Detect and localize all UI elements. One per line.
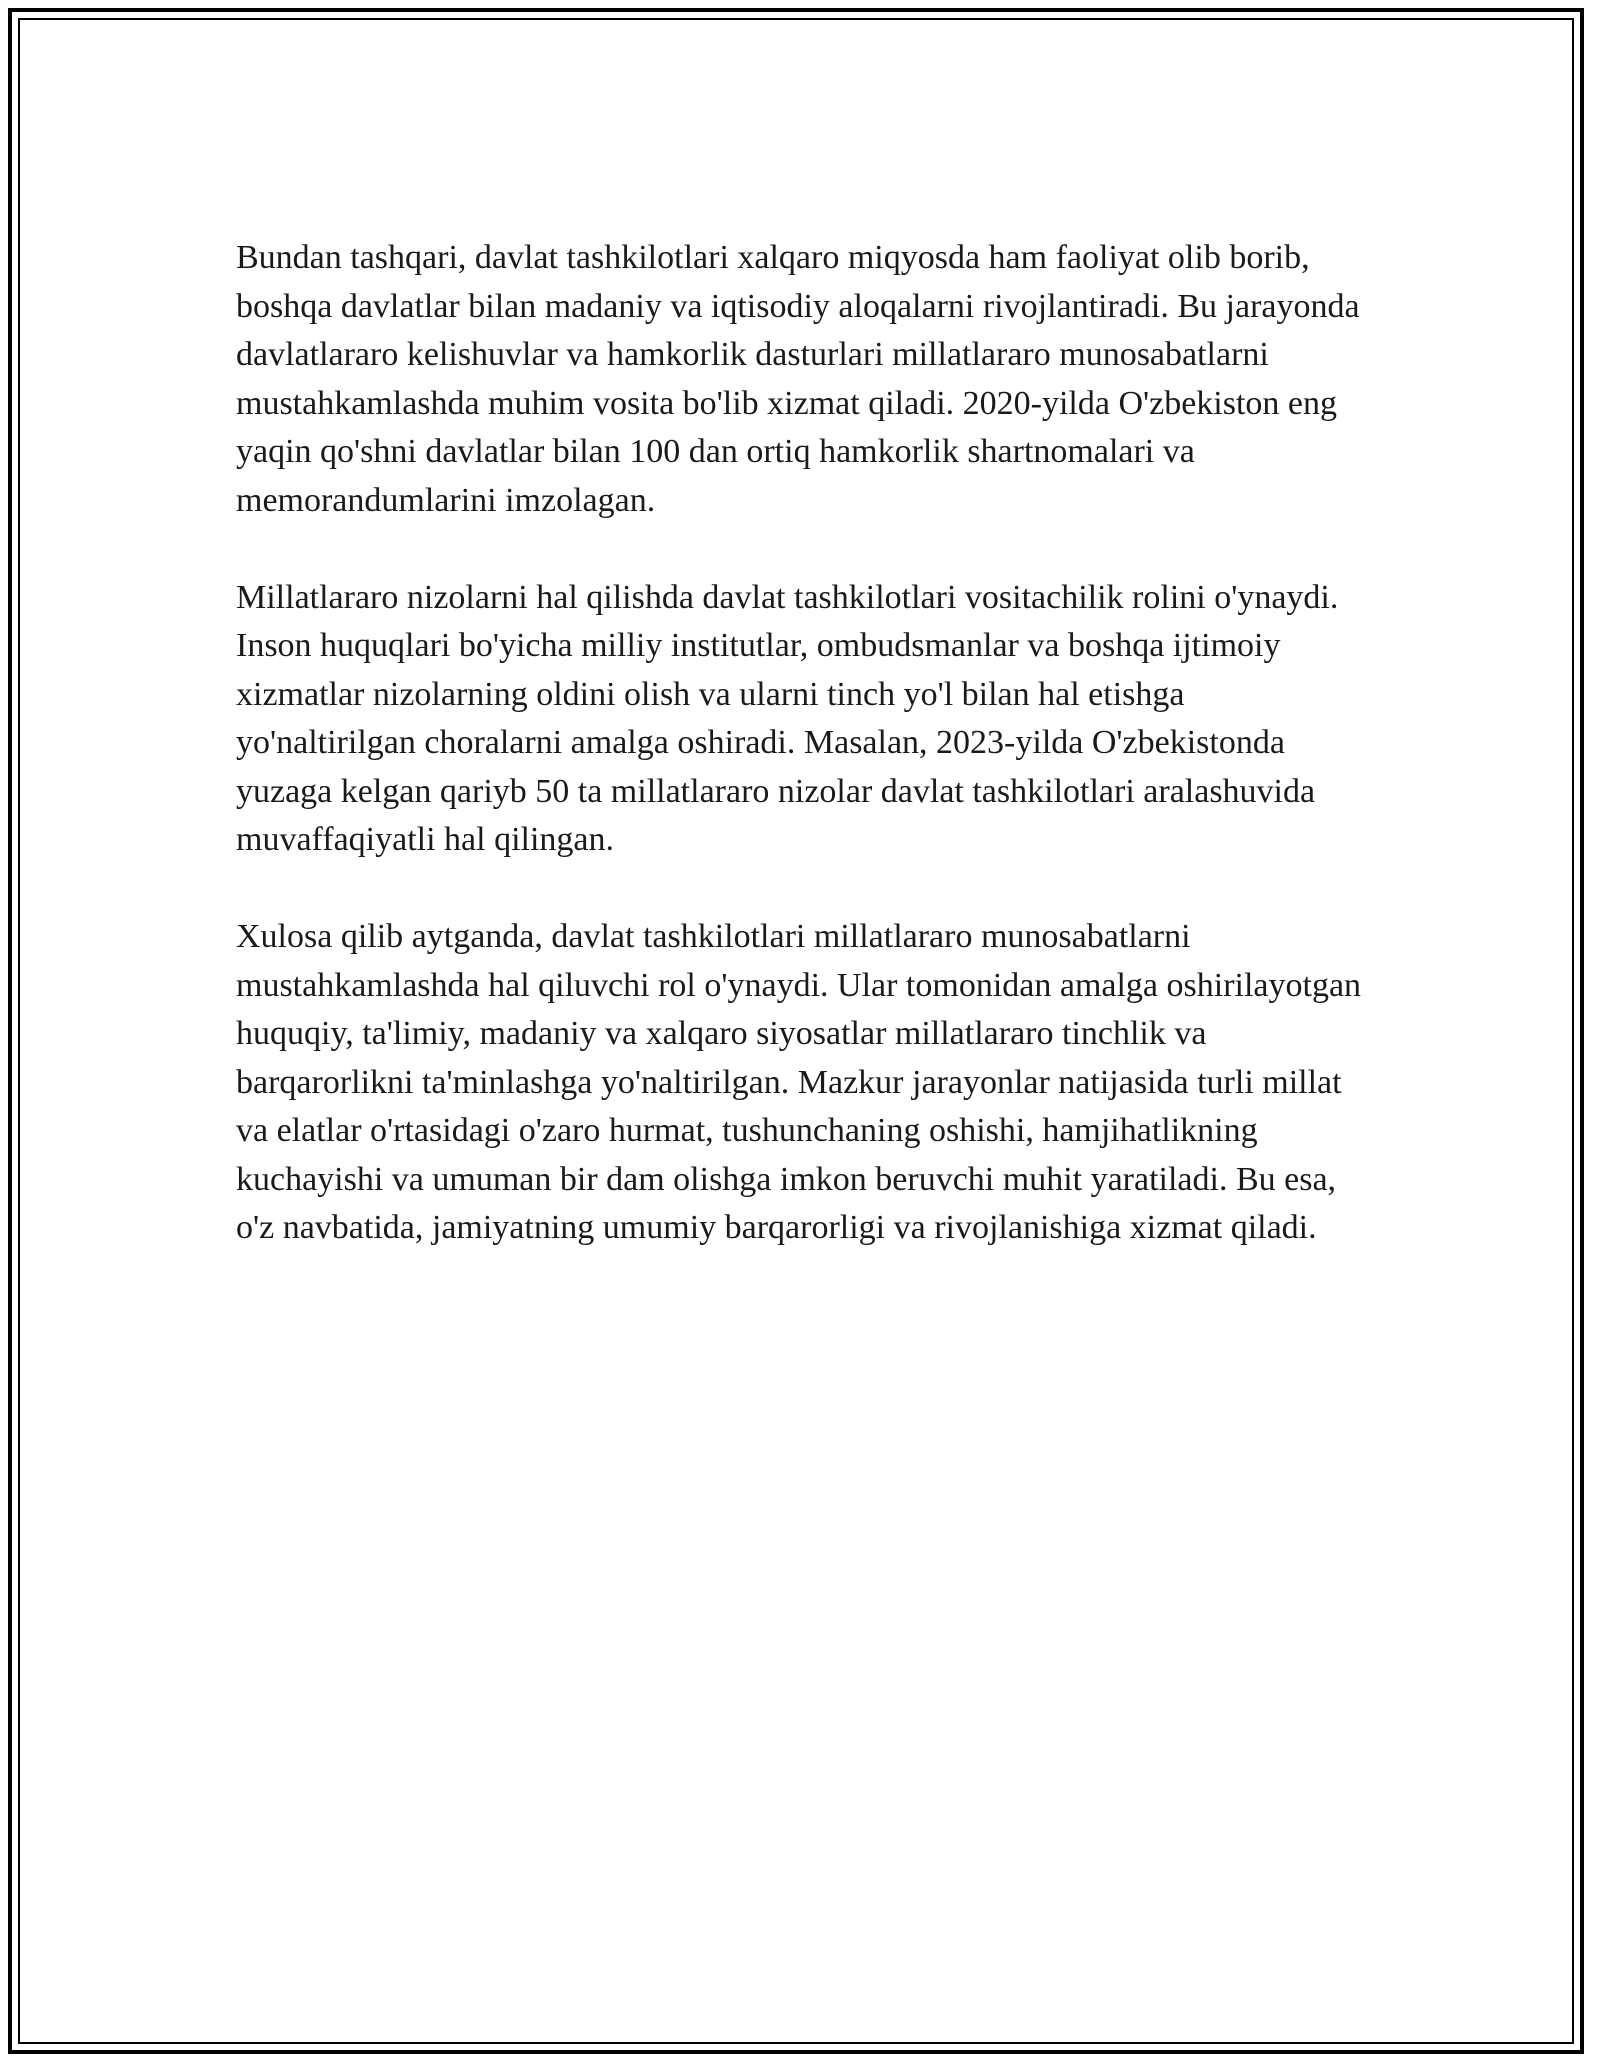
paragraph-3: Xulosa qilib aytganda, davlat tashkilotlari millatlararo munosabatlarni mustahkamlashda hal qiluvchi rol o'ynaydi. Ular tomonidan amalga oshirilayotgan huquqiy, ta'limiy, madaniy va xalqaro siyosatlar millatlararo tinchlik va barqarorlikni ta'minlashga yo'naltirilgan. Mazkur jarayonlar natijasida turli millat va elatlar o'rtasidagi o'zaro hurmat, tushunchaning oshishi, hamjihatlikning kuchayishi va umuman bir dam olishga imkon beruvchi muhit yaratiladi. Bu esa, o'z navbatida, jamiyatning umumiy barqarorligi va rivojlanishiga xizmat qiladi. [236,918,1362,1246]
document-body [236,234,1366,1301]
paragraph-2: Millatlararo nizolarni hal qilishda davlat tashkilotlari vositachilik rolini o'ynaydi. Inson huquqlari bo'yicha milliy institutlar, ombudsmanlar va boshqa ijtimoiy xizmatlar nizolarning oldini olish va ularni tinch yo'l bilan hal etishga yo'naltirilgan choralarni amalga oshiradi. Masalan, 2023-yilda O'zbekistonda yuzaga kelgan qariyb 50 ta millatlararo nizolar davlat tashkilotlari aralashuvida muvaffaqiyatli hal qilingan. [236,578,1339,858]
paragraph-1: Bundan tashqari, davlat tashkilotlari xalqaro miqyosda ham faoliyat olib borib, boshqa davlatlar bilan madaniy va iqtisodiy aloqalarni rivojlantiradi. Bu jarayonda davlatlararo kelishuvlar va hamkorlik dasturlari millatlararo munosabatlarni mustahkamlashda muhim vosita bo'lib xizmat qiladi. 2020-yilda O'zbekiston eng yaqin qo'shni davlatlar bilan 100 dan ortiq hamkorlik shartnomalari va memorandumlarini imzolagan. [236,239,1360,519]
